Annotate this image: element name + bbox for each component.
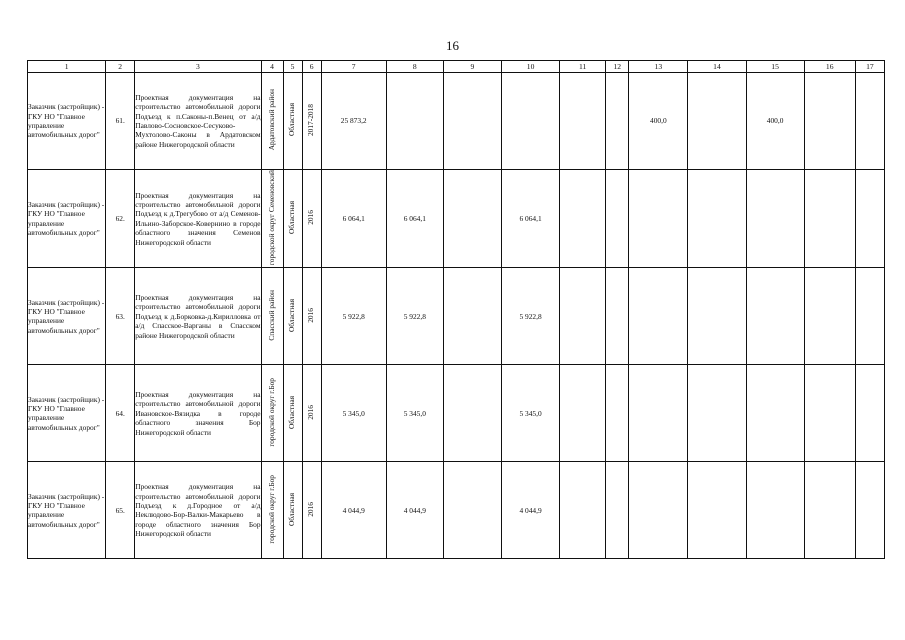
row-number-cell: 62. (106, 170, 135, 268)
value-cell-col-16 (804, 462, 855, 559)
budget-level-cell (283, 365, 302, 462)
budget-level-cell-text: Областная (287, 492, 297, 526)
value-cell-col-14 (688, 73, 746, 170)
value-cell-col-7: 6 064,1 (321, 170, 386, 268)
column-header-1: 1 (28, 61, 106, 73)
value-cell-col-7: 25 873,2 (321, 73, 386, 170)
value-cell-col-16 (804, 268, 855, 365)
value-cell-col-12 (606, 73, 629, 170)
project-description-cell: Проектная документация на строительство автомобильной дороги Подъезд к д.Борковка-д.Кирилловка от а/д Спасское-Варганы в Спасском районе Нижегородской области (135, 268, 261, 365)
column-header-12: 12 (606, 61, 629, 73)
period-cell (302, 268, 321, 365)
value-cell-col-13: 400,0 (629, 73, 688, 170)
row-number-cell: 61. (106, 73, 135, 170)
value-cell-col-15 (746, 365, 804, 462)
district-cell-text: Спасский район (266, 289, 276, 341)
district-cell-text: Ардатовский район (266, 89, 276, 151)
column-header-4: 4 (261, 61, 283, 73)
budget-level-cell-text: Областная (287, 201, 297, 235)
column-header-3: 3 (135, 61, 261, 73)
column-header-2: 2 (106, 61, 135, 73)
customer-cell: Заказчик (застройщик) - ГКУ НО "Главное управление автомобильных дорог" (28, 73, 106, 170)
project-description-cell: Проектная документация на строительство автомобильной дороги Ивановское-Вязидка в городе областного значения Бор Нижегородской области (135, 365, 261, 462)
customer-cell: Заказчик (застройщик) - ГКУ НО "Главное управление автомобильных дорог" (28, 268, 106, 365)
value-cell-col-14 (688, 268, 746, 365)
budget-level-cell (283, 462, 302, 559)
value-cell-col-11 (560, 170, 606, 268)
column-header-10: 10 (502, 61, 560, 73)
value-cell-col-13 (629, 365, 688, 462)
page-number: 16 (446, 38, 459, 53)
period-cell (302, 73, 321, 170)
customer-cell: Заказчик (застройщик) - ГКУ НО "Главное управление автомобильных дорог" (28, 365, 106, 462)
budget-level-cell (283, 170, 302, 268)
customer-cell: Заказчик (застройщик) - ГКУ НО "Главное управление автомобильных дорог" (28, 462, 106, 559)
value-cell-col-15 (746, 462, 804, 559)
value-cell-col-10: 4 044,9 (502, 462, 560, 559)
period-cell (302, 170, 321, 268)
value-cell-col-9 (443, 365, 501, 462)
value-cell-col-17 (855, 462, 884, 559)
district-cell (261, 73, 283, 170)
value-cell-col-15: 400,0 (746, 73, 804, 170)
value-cell-col-13 (629, 170, 688, 268)
table-row (28, 73, 885, 170)
table-row (28, 365, 885, 462)
district-cell-text: городской округ г.Бор (266, 377, 276, 447)
value-cell-col-8: 5 345,0 (386, 365, 443, 462)
district-cell (261, 462, 283, 559)
district-cell (261, 365, 283, 462)
budget-level-cell (283, 268, 302, 365)
value-cell-col-10 (502, 73, 560, 170)
column-header-16: 16 (804, 61, 855, 73)
value-cell-col-12 (606, 462, 629, 559)
project-description-cell: Проектная документация на строительство автомобильной дороги Подъезд к п.Саконы-п.Венец от а/д Павлово-Сосновское-Сесуково-Мухтолово-Саконы в Ардатовском районе Нижегородской области (135, 73, 261, 170)
customer-cell: Заказчик (застройщик) - ГКУ НО "Главное управление автомобильных дорог" (28, 170, 106, 268)
column-header-13: 13 (629, 61, 688, 73)
column-header-17: 17 (855, 61, 884, 73)
project-description-cell: Проектная документация на строительство автомобильной дороги Подъезд к д.Трегубово от а/д Семенов-Ильино-Заборское-Ковернино в городе областного значения Семенов Нижегородской области (135, 170, 261, 268)
table-row (28, 268, 885, 365)
period-cell-text: 2016 (306, 501, 316, 517)
value-cell-col-13 (629, 462, 688, 559)
value-cell-col-8 (386, 73, 443, 170)
row-number-cell: 65. (106, 462, 135, 559)
value-cell-col-15 (746, 170, 804, 268)
table-row (28, 170, 885, 268)
value-cell-col-12 (606, 268, 629, 365)
district-cell (261, 268, 283, 365)
column-header-8: 8 (386, 61, 443, 73)
value-cell-col-7: 5 922,8 (321, 268, 386, 365)
period-cell (302, 462, 321, 559)
value-cell-col-16 (804, 170, 855, 268)
district-cell-text: городской округ г.Бор (266, 474, 276, 544)
period-cell-text: 2016 (306, 307, 316, 323)
value-cell-col-14 (688, 462, 746, 559)
table-row (28, 462, 885, 559)
budget-level-cell-text: Областная (287, 298, 297, 332)
budget-level-cell-text: Областная (287, 395, 297, 429)
value-cell-col-7: 4 044,9 (321, 462, 386, 559)
budget-level-cell-text: Областная (287, 103, 297, 137)
column-header-14: 14 (688, 61, 746, 73)
value-cell-col-17 (855, 170, 884, 268)
value-cell-col-10: 6 064,1 (502, 170, 560, 268)
value-cell-col-11 (560, 73, 606, 170)
district-cell (261, 170, 283, 268)
column-number-row (28, 61, 885, 73)
value-cell-col-9 (443, 268, 501, 365)
value-cell-col-17 (855, 73, 884, 170)
value-cell-col-10: 5 345,0 (502, 365, 560, 462)
value-cell-col-10: 5 922,8 (502, 268, 560, 365)
value-cell-col-8: 4 044,9 (386, 462, 443, 559)
column-header-5: 5 (283, 61, 302, 73)
value-cell-col-13 (629, 268, 688, 365)
value-cell-col-7: 5 345,0 (321, 365, 386, 462)
value-cell-col-12 (606, 170, 629, 268)
value-cell-col-12 (606, 365, 629, 462)
row-number-cell: 64. (106, 365, 135, 462)
column-header-11: 11 (560, 61, 606, 73)
period-cell (302, 365, 321, 462)
value-cell-col-9 (443, 73, 501, 170)
value-cell-col-11 (560, 462, 606, 559)
district-cell-text: городской округ Семеновский (266, 170, 276, 266)
period-cell-text: 2017-2018 (306, 103, 316, 136)
value-cell-col-8: 6 064,1 (386, 170, 443, 268)
value-cell-col-16 (804, 73, 855, 170)
column-header-6: 6 (302, 61, 321, 73)
value-cell-col-16 (804, 365, 855, 462)
row-number-cell: 63. (106, 268, 135, 365)
value-cell-col-14 (688, 365, 746, 462)
value-cell-col-14 (688, 170, 746, 268)
value-cell-col-11 (560, 268, 606, 365)
value-cell-col-9 (443, 462, 501, 559)
value-cell-col-17 (855, 365, 884, 462)
value-cell-col-9 (443, 170, 501, 268)
period-cell-text: 2016 (306, 404, 316, 420)
column-header-15: 15 (746, 61, 804, 73)
column-header-7: 7 (321, 61, 386, 73)
project-description-cell: Проектная документация на строительство автомобильной дороги Подъезд к д.Городное от а/д Неклюдово-Бор-Валки-Макарьево в городе областного значения Бор Нижегородской области (135, 462, 261, 559)
value-cell-col-17 (855, 268, 884, 365)
column-header-9: 9 (443, 61, 501, 73)
value-cell-col-8: 5 922,8 (386, 268, 443, 365)
value-cell-col-15 (746, 268, 804, 365)
value-cell-col-11 (560, 365, 606, 462)
period-cell-text: 2016 (306, 210, 316, 225)
investment-program-table (27, 60, 885, 559)
budget-level-cell (283, 73, 302, 170)
